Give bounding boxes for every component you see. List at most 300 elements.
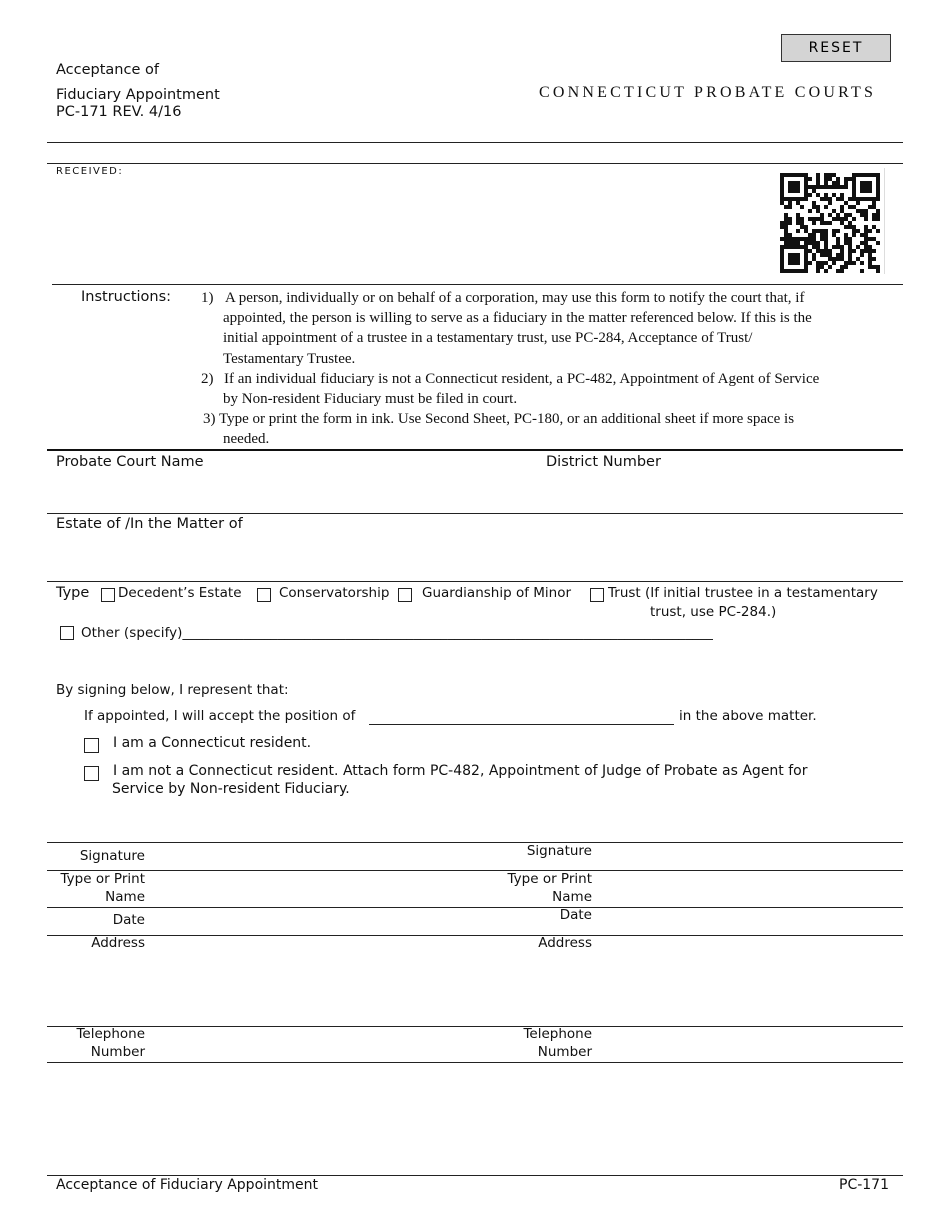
qr-module <box>848 237 852 241</box>
qr-module <box>812 221 816 225</box>
qr-module <box>788 173 792 177</box>
qr-module <box>876 217 880 221</box>
qr-module <box>876 209 880 213</box>
qr-module <box>808 261 812 265</box>
signature-block-top-rule <box>47 842 903 843</box>
qr-module <box>780 193 784 197</box>
qr-module <box>852 181 856 185</box>
trust-label: Trust (If initial trustee in a testamentary <box>608 585 878 601</box>
qr-module <box>812 217 816 221</box>
qr-module <box>852 233 856 237</box>
qr-module <box>876 241 880 245</box>
qr-module <box>820 197 824 201</box>
qr-module <box>860 253 864 257</box>
qr-module <box>832 229 836 233</box>
qr-module <box>840 197 844 201</box>
qr-module <box>836 185 840 189</box>
qr-module <box>820 213 824 217</box>
qr-module <box>784 241 788 245</box>
qr-module <box>828 265 832 269</box>
qr-module <box>836 257 840 261</box>
qr-module <box>788 181 792 185</box>
qr-module <box>824 205 828 209</box>
qr-module <box>780 177 784 181</box>
instruction-2-line: If an individual fiduciary is not a Connecticut resident, a PC-482, Appointment of Agent of Service <box>224 370 820 387</box>
instruction-3-line: needed. <box>223 431 270 448</box>
qr-module <box>812 185 816 189</box>
footer-form-number: PC-171 <box>839 1177 889 1193</box>
qr-module <box>816 269 820 273</box>
qr-module <box>872 217 876 221</box>
number-label-right: Number <box>537 1044 592 1060</box>
qr-module <box>828 201 832 205</box>
qr-module <box>864 229 868 233</box>
qr-module <box>788 197 792 201</box>
qr-module <box>852 193 856 197</box>
qr-module <box>840 185 844 189</box>
accept-position-suffix: in the above matter. <box>679 708 817 724</box>
qr-module <box>836 241 840 245</box>
qr-module <box>792 261 796 265</box>
qr-module <box>828 177 832 181</box>
trust-checkbox[interactable] <box>590 588 604 602</box>
qr-module <box>788 241 792 245</box>
qr-module <box>828 213 832 217</box>
qr-module <box>788 257 792 261</box>
qr-module <box>852 197 856 201</box>
qr-module <box>848 257 852 261</box>
qr-module <box>792 181 796 185</box>
qr-module <box>840 205 844 209</box>
conservatorship-checkbox[interactable] <box>257 588 271 602</box>
instructions-label: Instructions: <box>81 289 172 305</box>
qr-module <box>848 253 852 257</box>
qr-module <box>868 261 872 265</box>
qr-module <box>784 205 788 209</box>
qr-module <box>844 225 848 229</box>
trust-label-continued: trust, use PC-284.) <box>650 604 777 620</box>
qr-module <box>832 233 836 237</box>
qr-module <box>852 217 856 221</box>
qr-module <box>780 181 784 185</box>
qr-module <box>860 197 864 201</box>
qr-module <box>796 261 800 265</box>
qr-module <box>780 245 784 249</box>
qr-module <box>780 189 784 193</box>
qr-module <box>864 245 868 249</box>
qr-module <box>876 213 880 217</box>
qr-module <box>816 205 820 209</box>
qr-module <box>856 257 860 261</box>
qr-module <box>840 217 844 221</box>
resident-checkbox[interactable] <box>84 738 99 753</box>
qr-module <box>852 173 856 177</box>
qr-module <box>828 221 832 225</box>
qr-module <box>804 245 808 249</box>
qr-module <box>788 205 792 209</box>
qr-module <box>864 181 868 185</box>
qr-module <box>872 225 876 229</box>
qr-module <box>848 213 852 217</box>
qr-module <box>780 221 784 225</box>
qr-module <box>832 185 836 189</box>
qr-module <box>804 253 808 257</box>
qr-module <box>860 185 864 189</box>
qr-module <box>812 229 816 233</box>
decedents-estate-checkbox[interactable] <box>101 588 115 602</box>
qr-module <box>864 217 868 221</box>
decedents-estate-label: Decedent’s Estate <box>118 585 242 601</box>
qr-module <box>784 221 788 225</box>
qr-module <box>796 245 800 249</box>
qr-module <box>832 181 836 185</box>
qr-module <box>864 173 868 177</box>
instruction-2-number: 2) <box>201 370 214 387</box>
qr-module <box>796 269 800 273</box>
qr-module <box>872 249 876 253</box>
qr-module <box>816 261 820 265</box>
qr-module <box>824 173 828 177</box>
qr-module <box>796 189 800 193</box>
qr-module <box>876 177 880 181</box>
qr-module <box>812 233 816 237</box>
qr-module <box>844 213 848 217</box>
qr-module <box>848 177 852 181</box>
qr-module <box>800 205 804 209</box>
form-number: PC-171 REV. 4/16 <box>56 104 182 120</box>
guardianship-label: Guardianship of Minor <box>422 585 572 601</box>
qr-module <box>804 265 808 269</box>
qr-module <box>824 237 828 241</box>
qr-module <box>868 257 872 261</box>
qr-module <box>856 229 860 233</box>
instructions-text <box>201 288 896 450</box>
qr-module <box>780 257 784 261</box>
qr-module <box>852 205 856 209</box>
reset-button[interactable]: RESET <box>781 34 891 62</box>
type-label: Type <box>56 585 90 601</box>
position-input-line[interactable] <box>369 724 674 725</box>
qr-module <box>860 233 864 237</box>
qr-module <box>788 201 792 205</box>
qr-module <box>784 237 788 241</box>
qr-module <box>828 249 832 253</box>
qr-module <box>808 233 812 237</box>
qr-module <box>836 245 840 249</box>
qr-module <box>812 189 816 193</box>
qr-module <box>844 177 848 181</box>
qr-module <box>820 261 824 265</box>
qr-module <box>864 189 868 193</box>
qr-module <box>792 237 796 241</box>
qr-module <box>848 205 852 209</box>
other-checkbox[interactable] <box>60 626 74 640</box>
footer-title: Acceptance of Fiduciary Appointment <box>56 1177 318 1193</box>
qr-module <box>824 185 828 189</box>
qr-module <box>824 229 828 233</box>
qr-module <box>860 241 864 245</box>
qr-module <box>840 245 844 249</box>
qr-module <box>828 173 832 177</box>
qr-module <box>796 229 800 233</box>
other-specify-field[interactable]: Other (specify)______________________________________________________________________________ <box>81 625 713 641</box>
qr-module <box>860 181 864 185</box>
qr-module <box>824 241 828 245</box>
instruction-1-line: A person, individually or on behalf of a corporation, may use this form to notify the court that, if <box>225 290 805 306</box>
qr-module <box>860 269 864 273</box>
qr-module <box>856 209 860 213</box>
name-row-rule <box>47 907 903 908</box>
qr-module <box>840 257 844 261</box>
qr-module <box>796 253 800 257</box>
instruction-1-line: appointed, the person is willing to serve as a fiduciary in the matter referenced below. If this is the <box>223 310 812 327</box>
header-divider <box>47 142 903 143</box>
qr-module <box>868 189 872 193</box>
qr-module <box>800 237 804 241</box>
qr-module <box>796 241 800 245</box>
qr-module <box>872 205 876 209</box>
qr-module <box>832 261 836 265</box>
qr-module <box>824 221 828 225</box>
estate-label: Estate of /In the Matter of <box>56 516 243 532</box>
qr-module <box>844 237 848 241</box>
qr-module <box>816 181 820 185</box>
qr-module <box>848 225 852 229</box>
qr-module <box>804 177 808 181</box>
qr-module <box>788 185 792 189</box>
qr-module <box>780 237 784 241</box>
qr-module <box>876 229 880 233</box>
instruction-3-line: 3) Type or print the form in ink. Use Second Sheet, PC-180, or an additional sheet if more space is <box>203 411 795 428</box>
qr-module <box>840 253 844 257</box>
qr-module <box>792 173 796 177</box>
qr-module <box>780 265 784 269</box>
qr-module <box>840 249 844 253</box>
instruction-1-line: Testamentary Trustee. <box>223 350 356 367</box>
qr-module <box>868 185 872 189</box>
qr-module <box>808 185 812 189</box>
qr-module <box>840 193 844 197</box>
qr-module <box>792 241 796 245</box>
qr-module <box>840 221 844 225</box>
qr-module <box>860 173 864 177</box>
qr-module <box>808 177 812 181</box>
qr-module <box>812 201 816 205</box>
qr-module <box>836 237 840 241</box>
qr-module <box>780 225 784 229</box>
telephone-label-right: Telephone <box>523 1026 592 1042</box>
qr-module <box>868 205 872 209</box>
guardianship-checkbox[interactable] <box>398 588 412 602</box>
qr-module <box>808 193 812 197</box>
qr-module <box>864 237 868 241</box>
qr-module <box>824 249 828 253</box>
qr-module <box>816 209 820 213</box>
qr-module <box>788 217 792 221</box>
qr-module <box>852 177 856 181</box>
qr-module <box>860 249 864 253</box>
qr-module <box>832 257 836 261</box>
qr-module <box>784 245 788 249</box>
qr-module <box>804 189 808 193</box>
instructions-bottom-rule <box>47 449 903 451</box>
qr-module <box>836 253 840 257</box>
address-row-rule <box>47 1026 903 1027</box>
qr-module <box>804 173 808 177</box>
qr-module <box>808 241 812 245</box>
qr-module <box>852 225 856 229</box>
qr-module <box>820 221 824 225</box>
qr-module <box>796 213 800 217</box>
qr-module <box>780 269 784 273</box>
signature-row-rule <box>47 870 903 871</box>
qr-module <box>836 181 840 185</box>
qr-module <box>792 185 796 189</box>
qr-module <box>868 197 872 201</box>
qr-module <box>848 249 852 253</box>
qr-module <box>824 261 828 265</box>
instruction-1-number: 1) <box>201 290 214 306</box>
qr-module <box>860 189 864 193</box>
number-label-left: Number <box>90 1044 145 1060</box>
qr-module <box>832 209 836 213</box>
qr-module <box>832 193 836 197</box>
qr-module <box>852 229 856 233</box>
qr-module <box>820 249 824 253</box>
date-label-left: Date <box>112 912 145 928</box>
address-label-right: Address <box>538 935 592 951</box>
qr-module <box>868 229 872 233</box>
court-name-label: Probate Court Name <box>56 454 204 470</box>
qr-module <box>840 209 844 213</box>
qr-module <box>876 265 880 269</box>
qr-module <box>848 261 852 265</box>
qr-module <box>780 249 784 253</box>
qr-module <box>844 265 848 269</box>
qr-module <box>808 209 812 213</box>
qr-module <box>796 237 800 241</box>
qr-module <box>832 217 836 221</box>
qr-module <box>788 221 792 225</box>
qr-module <box>804 237 808 241</box>
qr-module <box>876 185 880 189</box>
telephone-label-left: Telephone <box>76 1026 145 1042</box>
qr-module <box>864 185 868 189</box>
qr-module <box>852 249 856 253</box>
qr-module <box>864 249 868 253</box>
qr-module <box>780 261 784 265</box>
qr-module <box>804 193 808 197</box>
qr-module <box>824 253 828 257</box>
qr-module <box>796 197 800 201</box>
qr-module <box>844 233 848 237</box>
qr-module <box>872 173 876 177</box>
qr-module <box>876 193 880 197</box>
qr-module <box>864 233 868 237</box>
qr-module <box>872 197 876 201</box>
qr-module <box>820 229 824 233</box>
qr-module <box>796 217 800 221</box>
qr-module <box>780 173 784 177</box>
qr-module <box>868 173 872 177</box>
qr-module <box>872 201 876 205</box>
qr-module <box>792 253 796 257</box>
qr-module <box>780 253 784 257</box>
qr-module <box>872 265 876 269</box>
qr-module <box>824 245 828 249</box>
qr-module <box>788 189 792 193</box>
qr-module <box>800 197 804 201</box>
qr-module <box>860 261 864 265</box>
qr-module <box>812 241 816 245</box>
signature-label-left: Signature <box>79 848 145 864</box>
qr-module <box>808 249 812 253</box>
qr-module <box>828 185 832 189</box>
nonresident-label: I am not a Connecticut resident. Attach form PC-482, Appointment of Judge of Probate as Agent for <box>113 763 808 779</box>
form-title-line1: Acceptance of <box>56 62 159 78</box>
qr-module <box>844 201 848 205</box>
qr-module <box>836 229 840 233</box>
qr-module <box>812 237 816 241</box>
qr-module <box>788 245 792 249</box>
qr-module <box>796 185 800 189</box>
qr-module <box>848 245 852 249</box>
qr-module <box>868 265 872 269</box>
nonresident-label-continued: Service by Non-resident Fiduciary. <box>112 781 350 797</box>
estate-bottom-rule <box>47 581 903 582</box>
court-bottom-rule <box>47 513 903 514</box>
address-label-left: Address <box>91 935 145 951</box>
qr-module <box>876 269 880 273</box>
qr-module <box>828 257 832 261</box>
form-title <box>56 58 220 108</box>
qr-module <box>860 209 864 213</box>
date-row-rule <box>47 935 903 936</box>
qr-module <box>832 245 836 249</box>
qr-module <box>808 237 812 241</box>
qr-module <box>844 181 848 185</box>
qr-module <box>804 261 808 265</box>
instruction-2-line: by Non-resident Fiduciary must be filed in court. <box>223 390 518 407</box>
qr-module <box>856 197 860 201</box>
qr-module <box>816 173 820 177</box>
qr-module <box>836 177 840 181</box>
qr-module <box>804 229 808 233</box>
qr-module <box>816 245 820 249</box>
qr-module <box>796 257 800 261</box>
qr-module <box>800 269 804 273</box>
accept-position-prefix: If appointed, I will accept the position of <box>84 708 356 724</box>
qr-module <box>848 221 852 225</box>
qr-module <box>788 237 792 241</box>
qr-module <box>804 257 808 261</box>
qr-module <box>840 265 844 269</box>
received-top-rule <box>47 163 903 164</box>
qr-module <box>872 237 876 241</box>
qr-module <box>864 213 868 217</box>
qr-module <box>816 229 820 233</box>
qr-module <box>864 241 868 245</box>
qr-module <box>788 261 792 265</box>
qr-module <box>844 261 848 265</box>
qr-module <box>844 241 848 245</box>
qr-module <box>780 197 784 201</box>
qr-module <box>816 249 820 253</box>
nonresident-checkbox[interactable] <box>84 766 99 781</box>
qr-module <box>820 233 824 237</box>
qr-module <box>820 265 824 269</box>
qr-module <box>824 197 828 201</box>
